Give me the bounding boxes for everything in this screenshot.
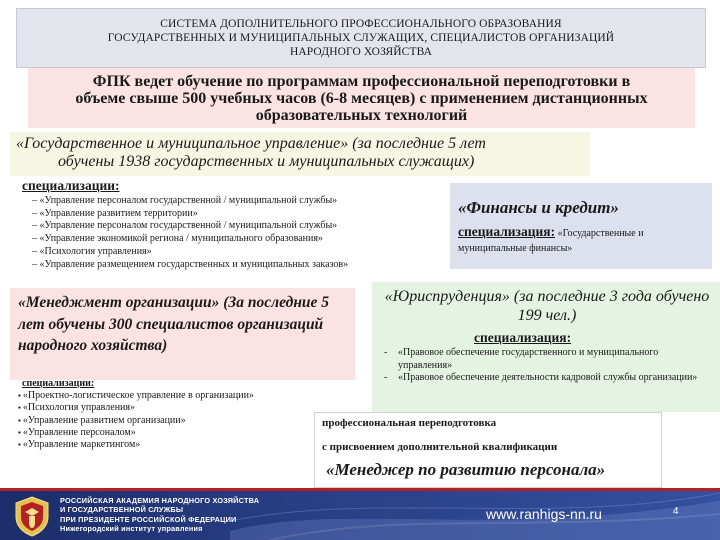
organization-line: И ГОСУДАРСТВЕННОЙ СЛУЖБЫ [60, 505, 184, 515]
retraining-line: с присвоением дополнительной квалификации [322, 441, 558, 453]
law-spec-label: специализация: [474, 330, 572, 345]
list-item: ▪ «Управление маркетингом» [18, 439, 328, 451]
organization-name [60, 496, 259, 534]
gmu-heading-line: «Государственное и муниципальное управление» (за последние 5 лет [16, 135, 486, 152]
list-item: - «Правовое обеспечение государственного и муниципального управления» [384, 347, 714, 372]
list-item: ▪ «Психология управления» [18, 402, 328, 414]
academy-emblem-icon [12, 495, 52, 537]
list-item: ▪ «Управление персоналом» [18, 427, 328, 439]
organization-line: РОССИЙСКАЯ АКАДЕМИЯ НАРОДНОГО ХОЗЯЙСТВА [60, 496, 260, 505]
finance-spec-text: «Государственные и муниципальные финансы» [458, 228, 644, 254]
list-item: – «Психология управления» [32, 246, 462, 259]
intro-line: ФПК ведет обучение по программам профессиональной переподготовки в [92, 72, 631, 90]
gmu-spec-label: специализации: [22, 178, 120, 193]
list-item: ▪ «Проектно-логистическое управление в организации» [18, 390, 328, 402]
page-number: 4 [673, 506, 679, 517]
header-line: ГОСУДАРСТВЕННЫХ И МУНИЦИПАЛЬНЫХ СЛУЖАЩИХ, СПЕЦИАЛИСТОВ ОРГАНИЗАЦИЙ [107, 32, 615, 44]
organization-line: ПРИ ПРЕЗИДЕНТЕ РОССИЙСКОЙ ФЕДЕРАЦИИ [60, 514, 237, 524]
header-line: СИСТЕМА ДОПОЛНИТЕЛЬНОГО ПРОФЕССИОНАЛЬНОГО ОБРАЗОВАНИЯ [160, 18, 562, 30]
law-title: «Юриспруденция» (за последние 3 года обучено 199 чел.) [384, 288, 710, 324]
finance-spec [458, 224, 708, 256]
list-item: ▪ «Управление развитием организации» [18, 415, 328, 427]
organization-line: Нижегородский институт управления [60, 524, 203, 534]
list-item: – «Управление развитием территории» [32, 208, 462, 221]
footer-decoration [230, 491, 720, 540]
law-spec-list [384, 347, 714, 385]
gmu-heading-line: обучены 1938 государственных и муниципальных служащих) [58, 153, 475, 170]
retraining-qualification: «Менеджер по развитию персонала» [326, 460, 606, 479]
management-spec-label: специализации: [22, 378, 95, 389]
intro-line: объеме свыше 500 учебных часов (6-8 месяцев) с применением дистанционных [75, 89, 648, 107]
gmu-spec-list [32, 195, 462, 271]
list-item: – «Управление персоналом государственной / муниципальной службы» [32, 195, 462, 208]
retraining-line: профессиональная переподготовка [322, 417, 497, 429]
header-box [16, 8, 706, 68]
gmu-program-heading [10, 132, 590, 176]
list-item: - «Правовое обеспечение деятельности кадровой службы организации» [384, 372, 714, 385]
list-item: – «Управление персоналом государственной / муниципальной службы» [32, 220, 462, 233]
intro-line: образовательных технологий [255, 106, 468, 124]
management-title: «Менеджмент организации» (За последние 5 лет обучены 300 специалистов организаций народного хозяйства) [18, 294, 330, 354]
finance-spec-label: специализация: [458, 224, 556, 239]
intro-box [28, 68, 695, 128]
finance-title: «Финансы и кредит» [458, 198, 619, 217]
header-line: НАРОДНОГО ХОЗЯЙСТВА [289, 46, 433, 58]
list-item: – «Управление экономикой региона / муниципального образования» [32, 233, 462, 246]
list-item: – «Управление размещением государственных и муниципальных заказов» [32, 259, 462, 272]
management-spec-list [18, 390, 328, 451]
website-link[interactable]: www.ranhigs-nn.ru [486, 506, 602, 522]
